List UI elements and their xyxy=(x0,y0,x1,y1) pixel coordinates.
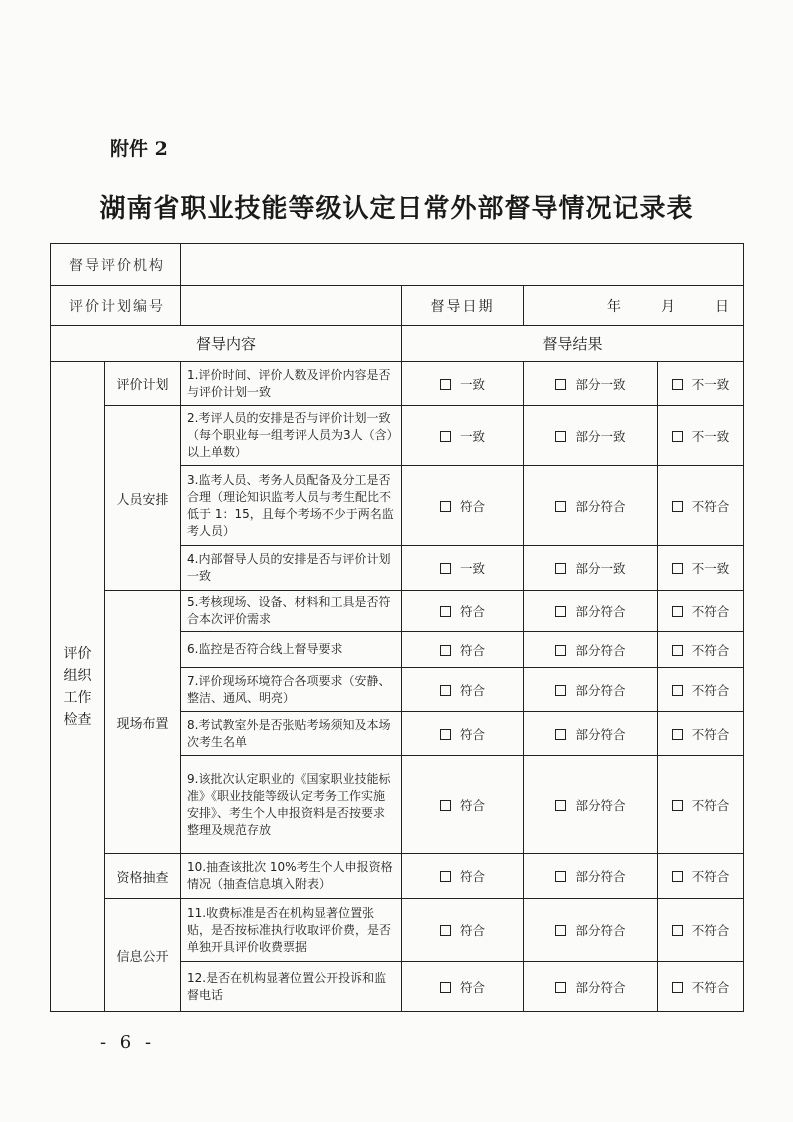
option-label: 部分符合 xyxy=(575,498,626,514)
supervision-record-table xyxy=(50,243,744,1012)
checkbox-icon[interactable] xyxy=(672,645,683,656)
option-12-b[interactable] xyxy=(524,962,658,1012)
question-6: 6.监控是否符合线上督导要求 xyxy=(181,632,402,668)
option-label: 符合 xyxy=(459,726,485,742)
option-8-b[interactable] xyxy=(524,712,658,756)
section-plan: 评价计划 xyxy=(105,362,181,406)
plan-number-field[interactable] xyxy=(181,286,402,326)
checkbox-icon[interactable] xyxy=(672,871,683,882)
option-7-a[interactable] xyxy=(402,668,524,712)
option-8-c[interactable] xyxy=(658,712,744,756)
page-number: - 6 - xyxy=(100,1032,156,1053)
option-3-b[interactable] xyxy=(524,466,658,546)
checkbox-icon[interactable] xyxy=(440,685,451,696)
option-9-a[interactable] xyxy=(402,756,524,854)
option-4-b[interactable] xyxy=(524,546,658,591)
question-4: 4.内部督导人员的安排是否与评价计划一致 xyxy=(181,546,402,591)
option-4-c[interactable] xyxy=(658,546,744,591)
question-2: 2.考评人员的安排是否与评价计划一致（每个职业每一组考评人员为3人（含）以上单数） xyxy=(181,406,402,466)
checkbox-icon[interactable] xyxy=(555,925,566,936)
option-label: 部分符合 xyxy=(575,682,626,698)
option-6-c[interactable] xyxy=(658,632,744,668)
option-label: 部分符合 xyxy=(575,604,626,619)
option-label: 部分符合 xyxy=(575,979,626,995)
question-7: 7.评价现场环境符合各项要求（安静、整洁、通风、明亮） xyxy=(181,668,402,712)
question-5: 5.考核现场、设备、材料和工具是否符合本次评价需求 xyxy=(181,591,402,632)
question-8: 8.考试教室外是否张贴考场须知及本场次考生名单 xyxy=(181,712,402,756)
checkbox-icon[interactable] xyxy=(672,800,683,811)
option-label: 符合 xyxy=(459,797,485,813)
option-5-b[interactable] xyxy=(524,591,658,632)
option-label: 符合 xyxy=(459,498,485,514)
checkbox-icon[interactable] xyxy=(672,685,683,696)
checkbox-icon[interactable] xyxy=(555,800,566,811)
option-label: 不符合 xyxy=(691,979,730,995)
question-1: 1.评价时间、评价人数及评价内容是否与评价计划一致 xyxy=(181,362,402,406)
option-label: 不符合 xyxy=(691,797,730,813)
category-text: 评价 组织 工作 检查 xyxy=(63,645,92,728)
result-header: 督导结果 xyxy=(402,326,744,362)
day-label: 日 xyxy=(715,298,729,315)
option-label: 一致 xyxy=(459,376,485,392)
option-label: 符合 xyxy=(459,604,485,619)
content-header: 督导内容 xyxy=(51,326,402,362)
question-10: 10.抽查该批次 10%考生个人申报资格情况（抽查信息填入附表） xyxy=(181,854,402,899)
checkbox-icon[interactable] xyxy=(672,925,683,936)
option-1-a[interactable] xyxy=(402,362,524,406)
option-11-c[interactable] xyxy=(658,899,744,962)
checkbox-icon[interactable] xyxy=(555,501,566,512)
checkbox-icon[interactable] xyxy=(555,431,566,442)
checkbox-icon[interactable] xyxy=(440,379,451,390)
option-5-c[interactable] xyxy=(658,591,744,632)
option-label: 部分一致 xyxy=(575,428,626,444)
month-label: 月 xyxy=(661,298,675,315)
plan-number-label: 评价计划编号 xyxy=(51,286,181,326)
option-10-c[interactable] xyxy=(658,854,744,899)
option-9-c[interactable] xyxy=(658,756,744,854)
option-label: 符合 xyxy=(459,869,485,884)
option-6-b[interactable] xyxy=(524,632,658,668)
checkbox-icon[interactable] xyxy=(440,925,451,936)
checkbox-icon[interactable] xyxy=(555,685,566,696)
option-2-b[interactable] xyxy=(524,406,658,466)
section-site: 现场布置 xyxy=(105,591,181,854)
checkbox-icon[interactable] xyxy=(555,563,566,574)
option-label: 不一致 xyxy=(691,376,730,392)
option-label: 部分符合 xyxy=(575,923,626,938)
option-label: 部分一致 xyxy=(575,376,626,392)
question-12: 12.是否在机构显著位置公开投诉和监督电话 xyxy=(181,962,402,1012)
option-label: 不符合 xyxy=(691,682,730,698)
option-8-a[interactable] xyxy=(402,712,524,756)
option-12-c[interactable] xyxy=(658,962,744,1012)
option-2-c[interactable] xyxy=(658,406,744,466)
option-label: 不符合 xyxy=(691,642,730,658)
date-label: 督导日期 xyxy=(402,286,524,326)
option-11-a[interactable] xyxy=(402,899,524,962)
org-field[interactable] xyxy=(181,244,744,286)
option-label: 不符合 xyxy=(691,726,730,742)
option-label: 不一致 xyxy=(691,428,730,444)
checkbox-icon[interactable] xyxy=(672,982,683,993)
checkbox-icon[interactable] xyxy=(440,729,451,740)
option-6-a[interactable] xyxy=(402,632,524,668)
option-label: 部分一致 xyxy=(575,561,626,576)
question-3: 3.监考人员、考务人员配备及分工是否合理（理论知识监考人员与考生配比不低于 1：15，且每个考场不少于两名监考人员） xyxy=(181,466,402,546)
option-10-b[interactable] xyxy=(524,854,658,899)
option-label: 不符合 xyxy=(691,498,730,514)
checkbox-icon[interactable] xyxy=(440,606,451,617)
checkbox-icon[interactable] xyxy=(672,431,683,442)
checkbox-icon[interactable] xyxy=(672,501,683,512)
checkbox-icon[interactable] xyxy=(672,379,683,390)
option-3-c[interactable] xyxy=(658,466,744,546)
option-4-a[interactable] xyxy=(402,546,524,591)
checkbox-icon[interactable] xyxy=(555,871,566,882)
option-7-b[interactable] xyxy=(524,668,658,712)
option-10-a[interactable] xyxy=(402,854,524,899)
option-label: 一致 xyxy=(459,428,485,444)
option-label: 符合 xyxy=(459,642,485,658)
option-label: 部分符合 xyxy=(575,726,626,742)
checkbox-icon[interactable] xyxy=(555,379,566,390)
option-1-c[interactable] xyxy=(658,362,744,406)
section-info: 信息公开 xyxy=(105,899,181,1012)
option-5-a[interactable] xyxy=(402,591,524,632)
option-label: 不一致 xyxy=(691,561,730,576)
option-label: 一致 xyxy=(459,561,485,576)
option-label: 符合 xyxy=(459,979,485,995)
option-1-b[interactable] xyxy=(524,362,658,406)
option-label: 不符合 xyxy=(691,869,730,884)
option-3-a[interactable] xyxy=(402,466,524,546)
date-field[interactable] xyxy=(524,286,744,326)
option-label: 符合 xyxy=(459,923,485,938)
option-label: 不符合 xyxy=(691,923,730,938)
checkbox-icon[interactable] xyxy=(440,800,451,811)
checkbox-icon[interactable] xyxy=(440,871,451,882)
checkbox-icon[interactable] xyxy=(440,982,451,993)
form-title: 湖南省职业技能等级认定日常外部督导情况记录表 xyxy=(99,194,694,224)
option-9-b[interactable] xyxy=(524,756,658,854)
section-qualification: 资格抽查 xyxy=(105,854,181,899)
checkbox-icon[interactable] xyxy=(440,501,451,512)
category-label xyxy=(51,362,105,1012)
option-label: 不符合 xyxy=(691,604,730,619)
option-label: 符合 xyxy=(459,682,485,698)
question-9: 9.该批次认定职业的《国家职业技能标准》《职业技能等级认定考务工作实施安排》、考生个人申报资料是否按要求整理及规范存放 xyxy=(181,756,402,854)
year-label: 年 xyxy=(607,298,621,315)
question-11: 11.收费标准是否在机构显著位置张贴，是否按标准执行收取评价费，是否单独开具评价收费票据 xyxy=(181,899,402,962)
checkbox-icon[interactable] xyxy=(440,563,451,574)
checkbox-icon[interactable] xyxy=(555,606,566,617)
checkbox-icon[interactable] xyxy=(672,563,683,574)
checkbox-icon[interactable] xyxy=(440,645,451,656)
attachment-label: 附件 2 xyxy=(110,138,168,160)
option-label: 部分符合 xyxy=(575,797,626,813)
checkbox-icon[interactable] xyxy=(555,982,566,993)
option-12-a[interactable] xyxy=(402,962,524,1012)
checkbox-icon[interactable] xyxy=(555,729,566,740)
option-label: 部分符合 xyxy=(575,642,626,658)
option-11-b[interactable] xyxy=(524,899,658,962)
org-label: 督导评价机构 xyxy=(51,244,181,286)
checkbox-icon[interactable] xyxy=(672,729,683,740)
option-7-c[interactable] xyxy=(658,668,744,712)
checkbox-icon[interactable] xyxy=(440,431,451,442)
option-2-a[interactable] xyxy=(402,406,524,466)
checkbox-icon[interactable] xyxy=(555,645,566,656)
option-label: 部分符合 xyxy=(575,869,626,884)
section-staff: 人员安排 xyxy=(105,406,181,591)
checkbox-icon[interactable] xyxy=(672,606,683,617)
